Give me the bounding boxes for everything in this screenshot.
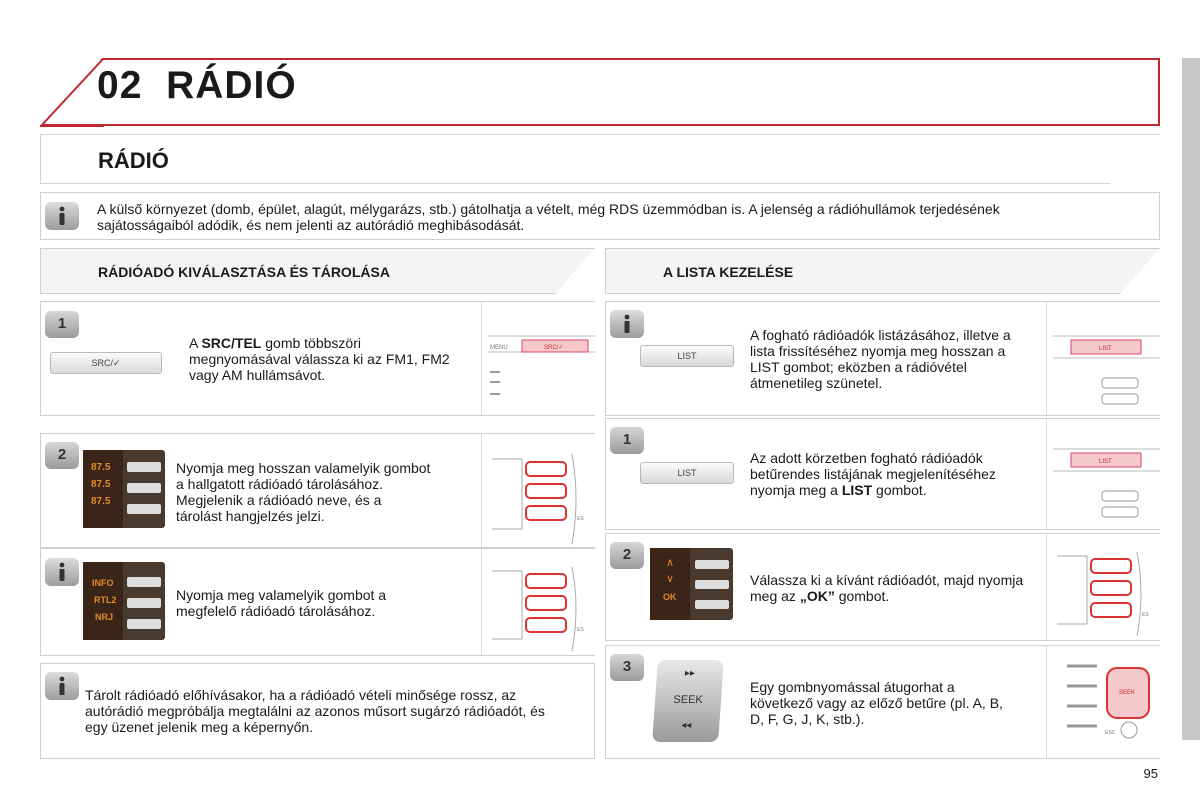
info-note-text: A külső környezet (domb, épület, alagút, mélygarázs, stb.) gátolhatja a vételt, még RDS üzemmódban is. A jelenség a rádióhullámok terjedésének sajátosságaiból adódik, és nem jelenti az autórádió meghibásodását. xyxy=(97,201,1000,233)
side-tab-bar xyxy=(1182,58,1200,740)
svg-text:ES: ES xyxy=(577,516,584,522)
section-title: RÁDIÓ xyxy=(98,148,169,173)
chapter-number: 02 xyxy=(97,64,143,107)
info-icon xyxy=(45,202,79,230)
thumb-label: SRC/✓ xyxy=(544,345,564,351)
step-badge: 1 xyxy=(610,426,644,454)
seek-forward-icon: ▸▸ xyxy=(684,668,696,679)
svg-text:LIST: LIST xyxy=(1099,346,1112,352)
svg-text:ESC: ESC xyxy=(1105,730,1116,736)
left-step-4-text: Tárolt rádióadó előhívásakor, ha a rádióadó vételi minősége rossz, az autórádió megpróbálja megtalálni az azonos műsort sugárzó rádióadót, és egy üzenet jelenik meg a képernyőn. xyxy=(85,687,545,735)
up-arrow-icon: ∧ xyxy=(666,557,675,569)
chapter-title: RÁDIÓ xyxy=(166,64,297,107)
section-title-box xyxy=(40,134,1160,184)
list-button: LIST xyxy=(640,462,734,484)
preset-display: 87.5 xyxy=(91,496,111,507)
left-step-2-text: Nyomja meg hosszan valamelyik gombot a hallgatott rádióadó tárolásához. Megjelenik a rádióadó neve, és a tárolást hangjelzés jelzi. xyxy=(176,460,431,524)
chapter-heading xyxy=(97,64,297,108)
svg-text:SEEK: SEEK xyxy=(1119,690,1136,696)
ok-label: OK xyxy=(663,592,677,602)
title-slant-decoration xyxy=(40,58,104,128)
radio-panel-thumbnail xyxy=(481,302,595,415)
right-step-4-text: Egy gombnyomással átugorhat a következő vagy az előző betűre (pl. A, B, D, F, G, J, K, stb.). xyxy=(750,679,1003,727)
info-icon xyxy=(610,310,644,338)
station-display: RTL2 xyxy=(94,595,117,605)
station-display: INFO xyxy=(92,578,114,588)
navigation-display-panel xyxy=(650,548,733,620)
page-number: 95 xyxy=(1143,766,1158,781)
down-arrow-icon: ∨ xyxy=(666,573,675,585)
left-column-header: RÁDIÓADÓ KIVÁLASZTÁSA ÉS TÁROLÁSA xyxy=(98,264,390,280)
seek-button-thumbnail xyxy=(1046,646,1160,758)
list-button-thumbnail xyxy=(1046,302,1160,415)
right-step-2-text: Az adott körzetben fogható rádióadók betűrendes listájának megjelenítéséhez nyomja meg a LIST gombot. xyxy=(750,450,996,498)
preset-buttons-thumbnail xyxy=(1046,534,1160,640)
preset-display-panel xyxy=(83,450,165,528)
info-icon xyxy=(45,672,79,700)
left-step-3-text: Nyomja meg valamelyik gombot a megfelelő rádióadó tárolásához. xyxy=(176,587,387,619)
preset-display: 87.5 xyxy=(91,479,111,490)
svg-text:LIST: LIST xyxy=(1099,459,1112,465)
left-step-1-text: A SRC/TEL gomb többszöri megnyomásával válassza ki az FM1, FM2 vagy AM hullámsávot. xyxy=(189,335,450,383)
station-name-display-panel xyxy=(83,562,165,640)
src-tel-button: SRC/✓ xyxy=(50,352,162,374)
seek-button xyxy=(652,660,724,742)
step-badge: 1 xyxy=(45,310,79,338)
preset-buttons-thumbnail xyxy=(481,549,595,655)
svg-text:ES: ES xyxy=(1142,612,1149,618)
seek-backward-icon: ◂◂ xyxy=(680,720,692,731)
right-column-header: A LISTA KEZELÉSE xyxy=(663,264,794,280)
step-badge: 2 xyxy=(610,541,644,569)
step-badge: 3 xyxy=(610,653,644,681)
thumb-label: MENU xyxy=(490,345,508,351)
preset-buttons-thumbnail xyxy=(481,434,595,547)
preset-display: 87.5 xyxy=(91,462,111,473)
station-display: NRJ xyxy=(95,612,114,622)
list-button: LIST xyxy=(640,345,734,367)
right-step-1-text: A fogható rádióadók listázásához, illetve a lista frissítéséhez nyomja meg hosszan a LIST gombot; eközben a rádióvétel átmenetileg szünetel. xyxy=(750,327,1011,391)
step-badge: 2 xyxy=(45,441,79,469)
right-step-3-text: Válassza ki a kívánt rádióadót, majd nyomja meg az „OK” gombot. xyxy=(750,572,1024,604)
svg-text:ES: ES xyxy=(577,627,584,633)
seek-label: SEEK xyxy=(672,694,704,706)
list-button-thumbnail xyxy=(1046,419,1160,529)
info-icon xyxy=(45,558,79,586)
